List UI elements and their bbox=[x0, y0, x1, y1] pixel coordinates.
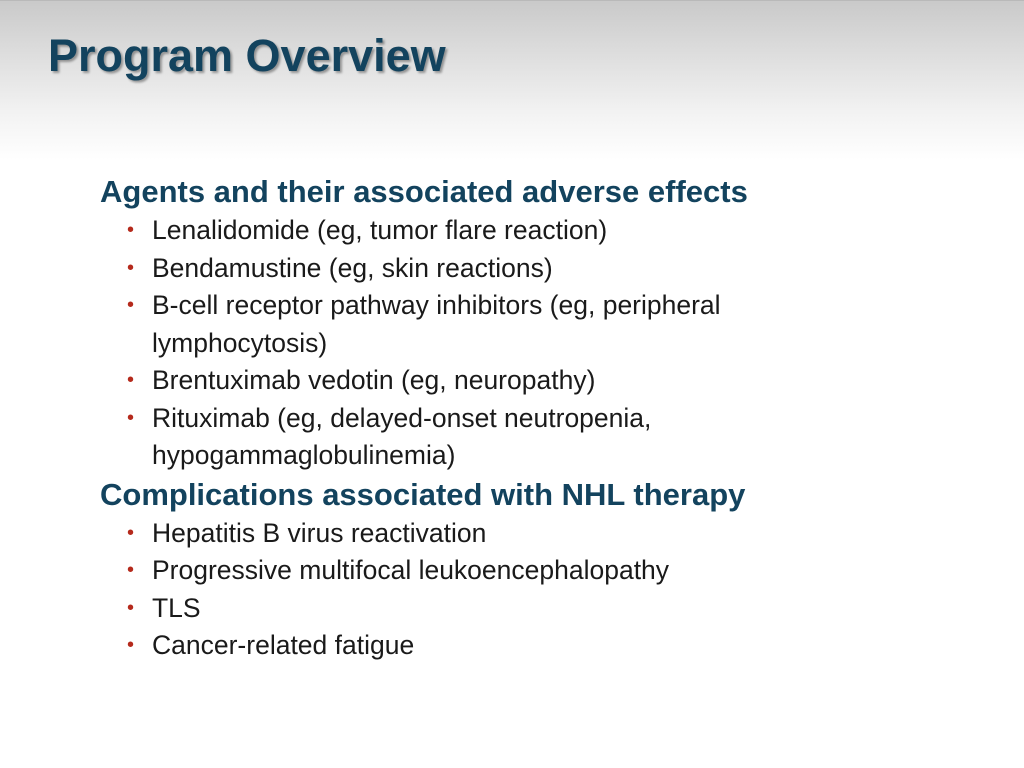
section-agents bbox=[100, 172, 960, 475]
bullet-list bbox=[100, 212, 960, 475]
bullet-dot-icon: • bbox=[127, 596, 135, 619]
bullet-dot-icon: • bbox=[127, 256, 135, 279]
list-item-text: Rituximab (eg, delayed-onset neutropenia, hypogammaglobulinemia) bbox=[152, 402, 652, 470]
list-item-text: Cancer-related fatigue bbox=[152, 630, 415, 660]
bullet-dot-icon: • bbox=[127, 559, 135, 581]
list-item bbox=[100, 552, 960, 590]
bullet-dot-icon: • bbox=[127, 294, 135, 316]
bullet-dot-icon: • bbox=[127, 369, 135, 391]
slide-title: Program Overview bbox=[48, 30, 446, 81]
list-item-text: Lenalidomide (eg, tumor flare reaction) bbox=[152, 215, 608, 245]
section-heading: Complications associated with NHL therapy bbox=[100, 476, 746, 512]
list-item bbox=[100, 400, 960, 475]
list-item bbox=[100, 250, 960, 288]
list-item-text: TLS bbox=[152, 592, 201, 623]
bullet-dot-icon: • bbox=[127, 219, 135, 241]
slide-content bbox=[100, 172, 960, 665]
list-item-text: Hepatitis B virus reactivation bbox=[152, 517, 487, 548]
list-item bbox=[100, 627, 960, 665]
bullet-dot-icon: • bbox=[127, 406, 135, 429]
list-item-text: Progressive multifocal leukoencephalopathy bbox=[152, 555, 670, 585]
list-item bbox=[100, 362, 960, 400]
bullet-dot-icon: • bbox=[127, 521, 135, 544]
list-item-text: Bendamustine (eg, skin reactions) bbox=[152, 252, 553, 283]
section-complications bbox=[100, 475, 960, 665]
list-item bbox=[100, 590, 960, 628]
section-heading: Agents and their associated adverse effects bbox=[100, 174, 748, 209]
list-item-text: B-cell receptor pathway inhibitors (eg, peripheral lymphocytosis) bbox=[152, 290, 721, 358]
bullet-list bbox=[100, 515, 960, 665]
list-item bbox=[100, 515, 960, 553]
list-item-text: Brentuximab vedotin (eg, neuropathy) bbox=[152, 365, 596, 395]
list-item bbox=[100, 287, 960, 362]
bullet-dot-icon: • bbox=[127, 634, 135, 656]
list-item bbox=[100, 212, 960, 250]
